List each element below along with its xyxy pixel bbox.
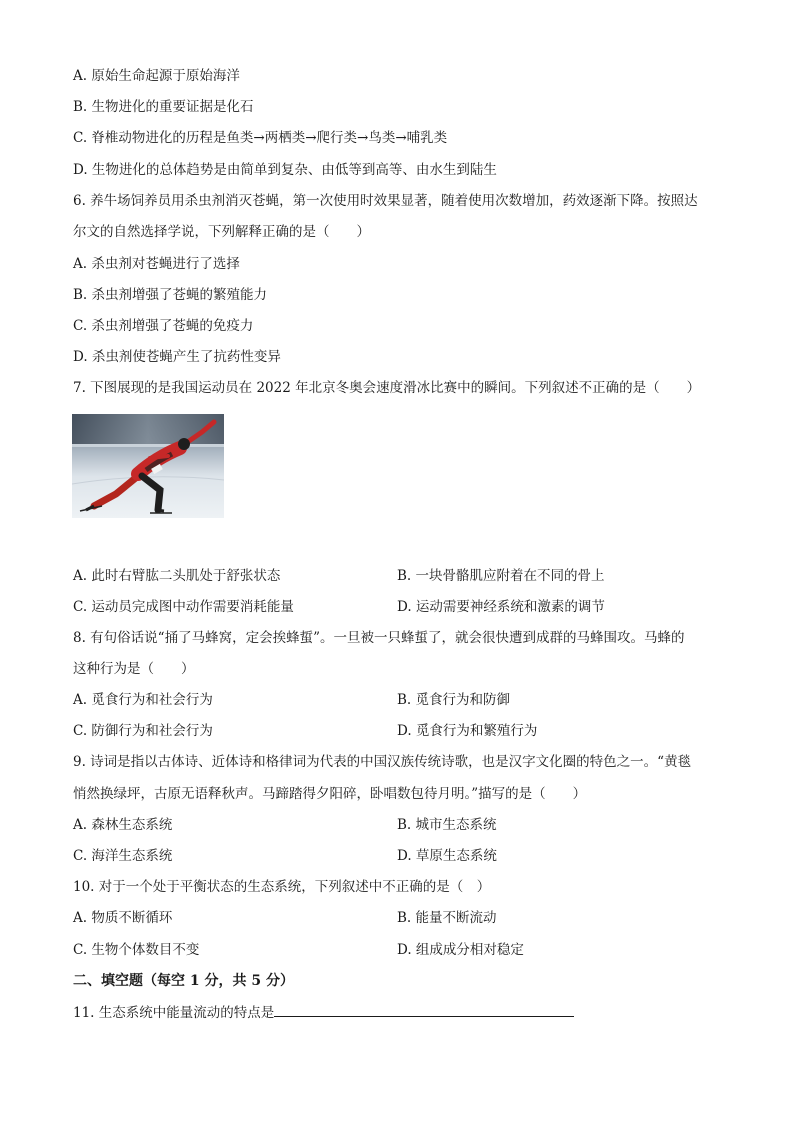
q6-option-d: D. 杀虫剂使苍蝇产生了抗药性变异 (73, 349, 281, 365)
q7-option-d: D. 运动需要神经系统和激素的调节 (397, 599, 605, 615)
q9-option-c: C. 海洋生态系统 (73, 848, 173, 864)
q8-stem-line2: 这种行为是（ ） (73, 661, 195, 677)
q9-option-d: D. 草原生态系统 (397, 848, 497, 864)
q5-option-c: C. 脊椎动物进化的历程是鱼类→两栖类→爬行类→鸟类→哺乳类 (73, 130, 448, 146)
q6-option-c: C. 杀虫剂增强了苍蝇的免疫力 (73, 318, 254, 334)
q6-stem-line1: 6. 养牛场饲养员用杀虫剂消灭苍蝇，第一次使用时效果显著，随着使用次数增加，药效逐渐下降。按照达 (73, 193, 698, 209)
q7-option-b: B. 一块骨骼肌应附着在不同的骨上 (397, 568, 605, 584)
q7-stem: 7. 下图展现的是我国运动员在 2022 年北京冬奥会速度滑冰比赛中的瞬间。下列叙述不正确的是（ ） (73, 380, 701, 396)
q10-stem: 10. 对于一个处于平衡状态的生态系统，下列叙述中不正确的是（ ） (73, 879, 491, 895)
q11-answer-blank[interactable] (274, 1002, 574, 1017)
q9-option-a: A. 森林生态系统 (73, 817, 173, 833)
q10-option-d: D. 组成成分相对稳定 (397, 942, 524, 958)
section-fill-in-title: 二、填空题（每空 1 分，共 5 分） (73, 973, 294, 989)
q11-line (73, 1002, 733, 1023)
q5-option-b: B. 生物进化的重要证据是化石 (73, 99, 254, 115)
q8-option-c: C. 防御行为和社会行为 (73, 723, 213, 739)
q5-option-a: A. 原始生命起源于原始海洋 (73, 68, 240, 84)
q11-stem: 11. 生态系统中能量流动的特点是 (73, 1005, 275, 1021)
speed-skater-image (72, 414, 224, 518)
q8-option-d: D. 觅食行为和繁殖行为 (397, 723, 538, 739)
q7-option-c: C. 运动员完成图中动作需要消耗能量 (73, 599, 294, 615)
q10-option-b: B. 能量不断流动 (397, 910, 497, 926)
q9-stem-line2: 悄然换绿坪，古原无语释秋声。马蹄踏得夕阳碎，卧唱数包待月明。”描写的是（ ） (73, 786, 587, 802)
q8-option-b: B. 觅食行为和防御 (397, 692, 511, 708)
q10-option-c: C. 生物个体数目不变 (73, 942, 200, 958)
q8-stem-line1: 8. 有句俗话说“捅了马蜂窝，定会挨蜂蜇”。一旦被一只蜂蜇了，就会很快遭到成群的马蜂围攻。马蜂的 (73, 630, 685, 646)
speed-skater-photo (72, 414, 224, 518)
q8-option-a: A. 觅食行为和社会行为 (73, 692, 213, 708)
q9-stem-line1: 9. 诗词是指以古体诗、近体诗和格律词为代表的中国汉族传统诗歌，也是汉字文化圈的特色之一。“黄毯 (73, 754, 692, 770)
q6-option-a: A. 杀虫剂对苍蝇进行了选择 (73, 256, 240, 272)
q5-option-d: D. 生物进化的总体趋势是由简单到复杂、由低等到高等、由水生到陆生 (73, 162, 497, 178)
q10-option-a: A. 物质不断循环 (73, 910, 173, 926)
q9-option-b: B. 城市生态系统 (397, 817, 497, 833)
q6-option-b: B. 杀虫剂增强了苍蝇的繁殖能力 (73, 287, 268, 303)
q6-stem-line2: 尔文的自然选择学说，下列解释正确的是（ ） (73, 224, 370, 240)
q7-option-a: A. 此时右臂肱二头肌处于舒张状态 (73, 568, 281, 584)
